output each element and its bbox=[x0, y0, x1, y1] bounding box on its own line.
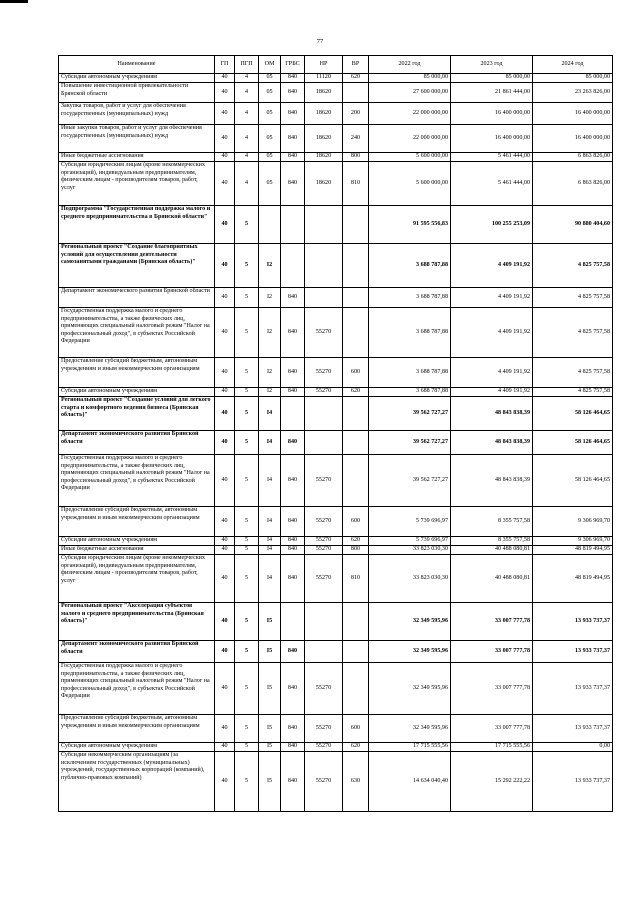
row-amount-2023: 17 715 555,56 bbox=[451, 743, 533, 752]
row-gp: 40 bbox=[215, 715, 235, 743]
row-gp: 40 bbox=[215, 103, 235, 125]
row-name: Департамент экономического развития Брянской области bbox=[59, 431, 215, 455]
row-pgp: 5 bbox=[235, 603, 259, 641]
row-om: I4 bbox=[259, 431, 281, 455]
row-grbs: 840 bbox=[281, 358, 305, 388]
table-row bbox=[59, 153, 613, 162]
row-amount-2024: 4 825 757,58 bbox=[533, 308, 613, 358]
row-grbs: 840 bbox=[281, 546, 305, 555]
row-nr: 18620 bbox=[305, 83, 343, 103]
page-number: 77 bbox=[316, 38, 324, 45]
header-grbs: ГРБС bbox=[281, 56, 305, 74]
table-row bbox=[59, 455, 613, 507]
table-body bbox=[59, 74, 613, 812]
row-vr bbox=[343, 308, 369, 358]
row-amount-2023: 33 007 777,78 bbox=[451, 663, 533, 715]
row-amount-2024: 23 263 826,00 bbox=[533, 83, 613, 103]
row-pgp: 4 bbox=[235, 125, 259, 153]
row-amount-2023: 48 843 838,39 bbox=[451, 455, 533, 507]
row-om: I4 bbox=[259, 397, 281, 431]
row-name: Субсидии некоммерческим организациям (за исключением государственных (муниципальных) учреждений, государственных корпораций (компаний), публично-правовых компаний) bbox=[59, 752, 215, 812]
row-grbs: 840 bbox=[281, 555, 305, 603]
row-om: I2 bbox=[259, 388, 281, 397]
row-om: I5 bbox=[259, 743, 281, 752]
row-nr bbox=[305, 397, 343, 431]
row-om: I5 bbox=[259, 752, 281, 812]
row-pgp: 5 bbox=[235, 308, 259, 358]
row-grbs: 840 bbox=[281, 641, 305, 663]
row-vr: 620 bbox=[343, 388, 369, 397]
row-name: Субсидии автономным учреждениям bbox=[59, 74, 215, 83]
row-amount-2022: 39 562 727,27 bbox=[369, 455, 451, 507]
row-amount-2023: 16 400 000,00 bbox=[451, 125, 533, 153]
row-om: I5 bbox=[259, 663, 281, 715]
row-pgp: 5 bbox=[235, 388, 259, 397]
row-name: Субсидии автономным учреждениям bbox=[59, 388, 215, 397]
row-gp: 40 bbox=[215, 537, 235, 546]
row-amount-2023: 5 461 444,00 bbox=[451, 153, 533, 162]
row-grbs: 840 bbox=[281, 83, 305, 103]
table-row bbox=[59, 555, 613, 603]
row-pgp: 5 bbox=[235, 555, 259, 603]
row-amount-2022: 39 562 727,27 bbox=[369, 397, 451, 431]
row-nr: 18620 bbox=[305, 103, 343, 125]
row-vr: 800 bbox=[343, 546, 369, 555]
row-amount-2023: 40 488 080,81 bbox=[451, 546, 533, 555]
row-nr: 55270 bbox=[305, 537, 343, 546]
row-grbs bbox=[281, 206, 305, 244]
row-nr: 18620 bbox=[305, 125, 343, 153]
table-row bbox=[59, 74, 613, 83]
header-gp: ГП bbox=[215, 56, 235, 74]
row-amount-2022: 3 688 787,88 bbox=[369, 388, 451, 397]
table-row bbox=[59, 244, 613, 288]
table-row bbox=[59, 537, 613, 546]
row-gp: 40 bbox=[215, 162, 235, 206]
row-grbs: 840 bbox=[281, 431, 305, 455]
row-nr bbox=[305, 206, 343, 244]
row-gp: 40 bbox=[215, 308, 235, 358]
row-gp: 40 bbox=[215, 125, 235, 153]
row-nr bbox=[305, 641, 343, 663]
row-vr: 810 bbox=[343, 555, 369, 603]
row-gp: 40 bbox=[215, 663, 235, 715]
row-gp: 40 bbox=[215, 388, 235, 397]
row-amount-2024: 6 863 826,00 bbox=[533, 162, 613, 206]
row-grbs: 840 bbox=[281, 288, 305, 308]
row-pgp: 5 bbox=[235, 244, 259, 288]
row-name: Предоставление субсидий бюджетным, автономным учреждениям и иным некоммерческим организациям bbox=[59, 358, 215, 388]
row-amount-2024: 58 126 464,65 bbox=[533, 397, 613, 431]
row-name: Субсидии юридическим лицам (кроме некоммерческих организаций), индивидуальным предпринимателям, физическим лицам - производителям товаров, работ, услуг bbox=[59, 162, 215, 206]
row-amount-2022: 32 349 595,96 bbox=[369, 603, 451, 641]
table-row bbox=[59, 431, 613, 455]
header-vr: ВР bbox=[343, 56, 369, 74]
header-2024: 2024 год bbox=[533, 56, 613, 74]
row-gp: 40 bbox=[215, 546, 235, 555]
row-name: Иные бюджетные ассигнования bbox=[59, 546, 215, 555]
table-row bbox=[59, 388, 613, 397]
header-name: Наименование bbox=[59, 56, 215, 74]
row-name: Региональный проект "Акселерация субъектов малого и среднего предпринимательства (Брянская область)" bbox=[59, 603, 215, 641]
row-pgp: 5 bbox=[235, 715, 259, 743]
row-amount-2024: 4 825 757,58 bbox=[533, 358, 613, 388]
row-amount-2022: 22 000 000,00 bbox=[369, 103, 451, 125]
header-pgp: ПГП bbox=[235, 56, 259, 74]
row-amount-2023: 33 007 777,78 bbox=[451, 715, 533, 743]
row-gp: 40 bbox=[215, 641, 235, 663]
header-2022: 2022 год bbox=[369, 56, 451, 74]
row-amount-2023: 33 007 777,78 bbox=[451, 603, 533, 641]
row-om: I4 bbox=[259, 546, 281, 555]
row-grbs bbox=[281, 397, 305, 431]
row-amount-2022: 32 349 595,96 bbox=[369, 641, 451, 663]
row-gp: 40 bbox=[215, 397, 235, 431]
row-name: Департамент экономического развития Брянской области bbox=[59, 641, 215, 663]
row-amount-2023: 85 000,00 bbox=[451, 74, 533, 83]
row-grbs: 840 bbox=[281, 752, 305, 812]
row-amount-2022: 33 823 030,30 bbox=[369, 555, 451, 603]
table-row bbox=[59, 308, 613, 358]
table-row bbox=[59, 83, 613, 103]
row-nr: 55270 bbox=[305, 507, 343, 537]
row-vr bbox=[343, 83, 369, 103]
row-grbs: 840 bbox=[281, 663, 305, 715]
header-2023: 2023 год bbox=[451, 56, 533, 74]
row-vr: 620 bbox=[343, 743, 369, 752]
row-pgp: 4 bbox=[235, 103, 259, 125]
top-edge-mark bbox=[0, 0, 28, 3]
row-vr: 600 bbox=[343, 715, 369, 743]
row-vr: 810 bbox=[343, 162, 369, 206]
row-name: Государственная поддержка малого и среднего предпринимательства, а также физических лиц, применяющих специальный налоговый режим "Налог на профессиональный доход", в субъектах Российской Федерации bbox=[59, 663, 215, 715]
row-gp: 40 bbox=[215, 507, 235, 537]
row-amount-2022: 3 688 787,88 bbox=[369, 288, 451, 308]
row-pgp: 4 bbox=[235, 74, 259, 83]
row-name: Государственная поддержка малого и среднего предпринимательства, а также физических лиц, применяющих специальный налоговый режим "Налог на профессиональный доход", в субъектах Российской Федерации bbox=[59, 308, 215, 358]
row-om: I2 bbox=[259, 244, 281, 288]
row-name: Региональный проект "Создание благоприятных условий для осуществления деятельности самозанятыми гражданами (Брянская область)" bbox=[59, 244, 215, 288]
table-row bbox=[59, 125, 613, 153]
row-gp: 40 bbox=[215, 206, 235, 244]
row-nr: 55270 bbox=[305, 743, 343, 752]
row-amount-2023: 48 843 838,39 bbox=[451, 397, 533, 431]
row-om: 05 bbox=[259, 74, 281, 83]
row-amount-2024: 13 933 737,37 bbox=[533, 641, 613, 663]
row-name: Подпрограмма "Государственная поддержка малого и среднего предпринимательства в Брянской области" bbox=[59, 206, 215, 244]
row-vr: 620 bbox=[343, 537, 369, 546]
row-amount-2023: 16 400 000,00 bbox=[451, 103, 533, 125]
row-gp: 40 bbox=[215, 555, 235, 603]
row-amount-2024: 4 825 757,58 bbox=[533, 288, 613, 308]
row-om: 05 bbox=[259, 125, 281, 153]
row-amount-2024: 85 000,00 bbox=[533, 74, 613, 83]
row-nr: 55270 bbox=[305, 752, 343, 812]
table-row bbox=[59, 603, 613, 641]
row-om: I2 bbox=[259, 308, 281, 358]
row-amount-2022: 32 349 595,96 bbox=[369, 715, 451, 743]
row-amount-2022: 14 634 040,40 bbox=[369, 752, 451, 812]
row-nr: 18620 bbox=[305, 153, 343, 162]
row-amount-2023: 5 461 444,00 bbox=[451, 162, 533, 206]
row-grbs: 840 bbox=[281, 388, 305, 397]
row-amount-2022: 32 349 595,96 bbox=[369, 663, 451, 715]
row-om: I4 bbox=[259, 555, 281, 603]
row-amount-2024: 4 825 757,58 bbox=[533, 388, 613, 397]
row-vr: 630 bbox=[343, 752, 369, 812]
row-pgp: 5 bbox=[235, 546, 259, 555]
row-amount-2023: 40 488 080,81 bbox=[451, 555, 533, 603]
row-amount-2024: 0,00 bbox=[533, 743, 613, 752]
row-vr: 620 bbox=[343, 74, 369, 83]
row-pgp: 5 bbox=[235, 455, 259, 507]
row-nr: 18620 bbox=[305, 162, 343, 206]
row-amount-2022: 5 600 000,00 bbox=[369, 162, 451, 206]
row-grbs: 840 bbox=[281, 507, 305, 537]
row-amount-2022: 91 595 556,83 bbox=[369, 206, 451, 244]
row-vr bbox=[343, 288, 369, 308]
header-nr: НР bbox=[305, 56, 343, 74]
row-pgp: 4 bbox=[235, 153, 259, 162]
row-name: Субсидии автономным учреждениям bbox=[59, 743, 215, 752]
row-om: I4 bbox=[259, 455, 281, 507]
row-amount-2023: 15 292 222,22 bbox=[451, 752, 533, 812]
row-vr: 200 bbox=[343, 103, 369, 125]
row-gp: 40 bbox=[215, 153, 235, 162]
row-nr: 55270 bbox=[305, 715, 343, 743]
row-grbs: 840 bbox=[281, 537, 305, 546]
row-amount-2022: 5 739 696,97 bbox=[369, 507, 451, 537]
row-om: I4 bbox=[259, 507, 281, 537]
row-nr bbox=[305, 603, 343, 641]
row-grbs bbox=[281, 244, 305, 288]
row-amount-2024: 9 306 969,70 bbox=[533, 537, 613, 546]
row-grbs: 840 bbox=[281, 455, 305, 507]
row-vr: 240 bbox=[343, 125, 369, 153]
row-amount-2022: 5 739 696,97 bbox=[369, 537, 451, 546]
row-amount-2024: 13 933 737,37 bbox=[533, 603, 613, 641]
row-name: Государственная поддержка малого и среднего предпринимательства, а также физических лиц, применяющих специальный налоговый режим "Налог на профессиональный доход", в субъектах Российской Федерации bbox=[59, 455, 215, 507]
row-grbs bbox=[281, 603, 305, 641]
row-nr bbox=[305, 288, 343, 308]
row-grbs: 840 bbox=[281, 153, 305, 162]
row-pgp: 4 bbox=[235, 83, 259, 103]
table-row bbox=[59, 743, 613, 752]
row-amount-2023: 4 409 191,92 bbox=[451, 358, 533, 388]
row-vr bbox=[343, 663, 369, 715]
row-gp: 40 bbox=[215, 244, 235, 288]
row-om: 05 bbox=[259, 103, 281, 125]
row-pgp: 5 bbox=[235, 641, 259, 663]
row-vr: 600 bbox=[343, 507, 369, 537]
table-row bbox=[59, 752, 613, 812]
row-vr bbox=[343, 455, 369, 507]
row-name: Закупка товаров, работ и услуг для обеспечения государственных (муниципальных) нужд bbox=[59, 103, 215, 125]
header-om: ОМ bbox=[259, 56, 281, 74]
row-pgp: 5 bbox=[235, 206, 259, 244]
row-grbs: 840 bbox=[281, 308, 305, 358]
row-grbs: 840 bbox=[281, 162, 305, 206]
table-row bbox=[59, 103, 613, 125]
row-name: Повышение инвестиционной привлекательности Брянской области bbox=[59, 83, 215, 103]
row-amount-2024: 16 400 000,00 bbox=[533, 125, 613, 153]
row-grbs: 840 bbox=[281, 74, 305, 83]
row-pgp: 5 bbox=[235, 288, 259, 308]
row-amount-2024: 9 306 969,70 bbox=[533, 507, 613, 537]
table-row bbox=[59, 663, 613, 715]
row-amount-2023: 4 409 191,92 bbox=[451, 244, 533, 288]
row-om: I2 bbox=[259, 288, 281, 308]
row-amount-2022: 39 562 727,27 bbox=[369, 431, 451, 455]
row-pgp: 5 bbox=[235, 537, 259, 546]
row-pgp: 5 bbox=[235, 397, 259, 431]
budget-table bbox=[58, 55, 613, 812]
table-row bbox=[59, 397, 613, 431]
row-vr bbox=[343, 431, 369, 455]
row-om: I5 bbox=[259, 603, 281, 641]
row-nr: 11120 bbox=[305, 74, 343, 83]
row-pgp: 5 bbox=[235, 663, 259, 715]
row-grbs: 840 bbox=[281, 125, 305, 153]
row-om: I4 bbox=[259, 537, 281, 546]
row-amount-2024: 90 880 404,60 bbox=[533, 206, 613, 244]
row-name: Региональный проект "Создание условий для легкого старта и комфортного ведения бизнеса (Брянская область)" bbox=[59, 397, 215, 431]
row-om: I5 bbox=[259, 641, 281, 663]
row-amount-2023: 21 861 444,00 bbox=[451, 83, 533, 103]
row-nr bbox=[305, 431, 343, 455]
row-name: Предоставление субсидий бюджетным, автономным учреждениям и иным некоммерческим организациям bbox=[59, 507, 215, 537]
row-nr: 55270 bbox=[305, 358, 343, 388]
row-amount-2022: 33 823 030,30 bbox=[369, 546, 451, 555]
row-amount-2023: 8 355 757,58 bbox=[451, 507, 533, 537]
row-amount-2022: 85 000,00 bbox=[369, 74, 451, 83]
row-amount-2022: 3 688 787,88 bbox=[369, 308, 451, 358]
row-vr bbox=[343, 244, 369, 288]
row-pgp: 5 bbox=[235, 358, 259, 388]
row-amount-2024: 48 819 494,95 bbox=[533, 546, 613, 555]
row-amount-2023: 33 007 777,78 bbox=[451, 641, 533, 663]
row-gp: 40 bbox=[215, 743, 235, 752]
row-amount-2023: 8 355 757,58 bbox=[451, 537, 533, 546]
table-row bbox=[59, 358, 613, 388]
row-om bbox=[259, 206, 281, 244]
row-name: Предоставление субсидий бюджетным, автономным учреждениям и иным некоммерческим организациям bbox=[59, 715, 215, 743]
row-om: I5 bbox=[259, 715, 281, 743]
row-amount-2024: 58 126 464,65 bbox=[533, 431, 613, 455]
row-vr: 800 bbox=[343, 153, 369, 162]
row-grbs: 840 bbox=[281, 743, 305, 752]
row-vr: 600 bbox=[343, 358, 369, 388]
row-nr: 55270 bbox=[305, 555, 343, 603]
row-amount-2024: 13 933 737,37 bbox=[533, 752, 613, 812]
row-amount-2022: 5 600 000,00 bbox=[369, 153, 451, 162]
row-name: Департамент экономического развития Брянской области bbox=[59, 288, 215, 308]
row-pgp: 5 bbox=[235, 507, 259, 537]
row-name: Субсидии юридическим лицам (кроме некоммерческих организаций), индивидуальным предпринимателям, физическим лицам - производителям товаров, работ, услуг bbox=[59, 555, 215, 603]
row-vr bbox=[343, 641, 369, 663]
row-amount-2024: 13 933 737,37 bbox=[533, 663, 613, 715]
row-amount-2023: 48 843 838,39 bbox=[451, 431, 533, 455]
row-gp: 40 bbox=[215, 74, 235, 83]
row-amount-2024: 6 863 826,00 bbox=[533, 153, 613, 162]
table-row bbox=[59, 507, 613, 537]
row-gp: 40 bbox=[215, 455, 235, 507]
row-nr: 55270 bbox=[305, 308, 343, 358]
row-amount-2023: 4 409 191,92 bbox=[451, 308, 533, 358]
row-amount-2022: 27 600 000,00 bbox=[369, 83, 451, 103]
row-gp: 40 bbox=[215, 603, 235, 641]
row-grbs: 840 bbox=[281, 715, 305, 743]
row-amount-2024: 13 933 737,37 bbox=[533, 715, 613, 743]
row-gp: 40 bbox=[215, 431, 235, 455]
row-pgp: 5 bbox=[235, 752, 259, 812]
row-amount-2022: 3 688 787,88 bbox=[369, 244, 451, 288]
table-row bbox=[59, 206, 613, 244]
row-name: Субсидии автономным учреждениям bbox=[59, 537, 215, 546]
row-pgp: 4 bbox=[235, 162, 259, 206]
row-nr bbox=[305, 244, 343, 288]
row-name: Иные закупки товаров, работ и услуг для обеспечения государственных (муниципальных) нужд bbox=[59, 125, 215, 153]
row-amount-2024: 16 400 000,00 bbox=[533, 103, 613, 125]
row-om: 05 bbox=[259, 83, 281, 103]
table-row bbox=[59, 288, 613, 308]
row-name: Иные бюджетные ассигнования bbox=[59, 153, 215, 162]
row-pgp: 5 bbox=[235, 431, 259, 455]
row-amount-2023: 4 409 191,92 bbox=[451, 288, 533, 308]
table-row bbox=[59, 162, 613, 206]
row-amount-2024: 4 825 757,58 bbox=[533, 244, 613, 288]
row-nr: 55270 bbox=[305, 388, 343, 397]
row-amount-2022: 17 715 555,56 bbox=[369, 743, 451, 752]
row-gp: 40 bbox=[215, 752, 235, 812]
row-amount-2022: 22 000 000,00 bbox=[369, 125, 451, 153]
row-amount-2023: 100 255 253,09 bbox=[451, 206, 533, 244]
row-gp: 40 bbox=[215, 288, 235, 308]
row-om: I2 bbox=[259, 358, 281, 388]
row-vr bbox=[343, 603, 369, 641]
row-nr: 55270 bbox=[305, 455, 343, 507]
row-amount-2024: 48 819 494,95 bbox=[533, 555, 613, 603]
table-row bbox=[59, 715, 613, 743]
row-nr: 55270 bbox=[305, 663, 343, 715]
row-gp: 40 bbox=[215, 358, 235, 388]
row-amount-2022: 3 688 787,88 bbox=[369, 358, 451, 388]
row-pgp: 5 bbox=[235, 743, 259, 752]
table-header-row bbox=[59, 56, 613, 74]
row-amount-2024: 58 126 464,65 bbox=[533, 455, 613, 507]
table-row bbox=[59, 546, 613, 555]
row-vr bbox=[343, 397, 369, 431]
row-om: 05 bbox=[259, 153, 281, 162]
row-om: 05 bbox=[259, 162, 281, 206]
row-gp: 40 bbox=[215, 83, 235, 103]
row-vr bbox=[343, 206, 369, 244]
row-grbs: 840 bbox=[281, 103, 305, 125]
row-amount-2023: 4 409 191,92 bbox=[451, 388, 533, 397]
row-nr: 55270 bbox=[305, 546, 343, 555]
table-row bbox=[59, 641, 613, 663]
